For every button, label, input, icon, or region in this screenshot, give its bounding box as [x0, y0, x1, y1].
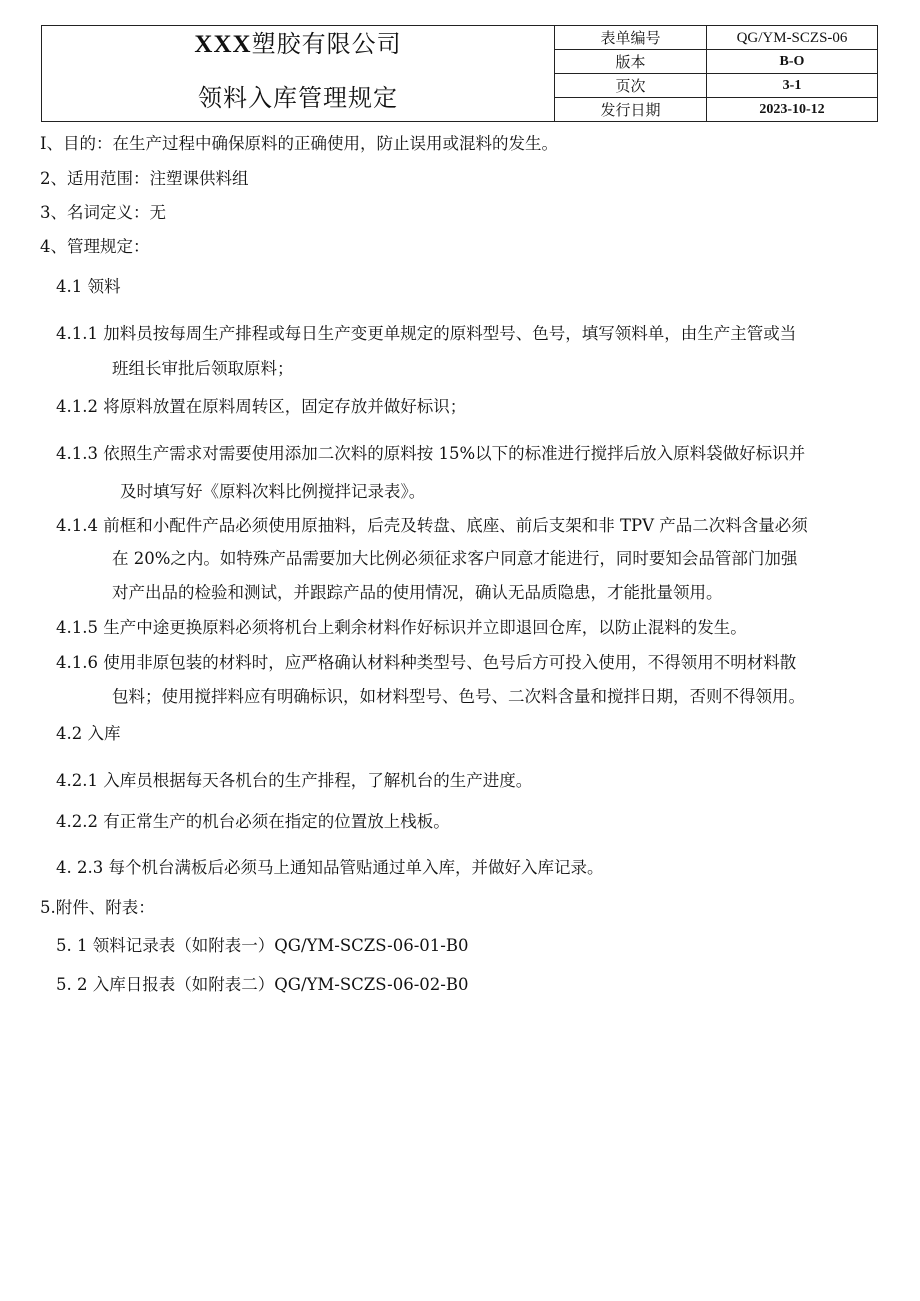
clause-4-1-5: 4.1.5 生产中途更换原料必须将机台上剩余材料作好标识并立即退回仓库，以防止混料的发生。: [56, 618, 747, 637]
section-regulations: 4、管理规定：: [40, 237, 150, 256]
clause-4-1-3-line2: 及时填写好《原料次料比例搅拌记录表》。: [120, 482, 426, 501]
subsection-warehousing: 4.2 入库: [56, 724, 121, 743]
clause-4-1-3-line1: 4.1.3 依照生产需求对需要使用添加二次料的原料按 15%以下的标准进行搅拌后放入原料袋做好标识并: [56, 444, 806, 463]
version-value: B-O: [707, 50, 878, 74]
page-label: 页次: [555, 74, 707, 98]
section-definitions: 3、名词定义：无: [40, 203, 166, 222]
issue-date-label: 发行日期: [555, 98, 707, 122]
clause-4-2-1: 4.2.1 入库员根据每天各机台的生产排程，了解机台的生产进度。: [56, 771, 533, 790]
document-header-table: [41, 25, 878, 122]
clause-4-1-1-line1: 4.1.1 加料员按每周生产排程或每日生产变更单规定的原料型号、色号，填写领料单，由生产主管或当: [56, 324, 797, 343]
page-value: 3-1: [707, 74, 878, 98]
issue-date-value: 2023-10-12: [707, 98, 878, 122]
form-number-label: 表单编号: [555, 26, 707, 50]
company-prefix: XXX: [194, 31, 252, 58]
section-attachments: 5.附件、附表：: [40, 898, 155, 917]
version-label: 版本: [555, 50, 707, 74]
attachment-1: 5. 1 领料记录表（如附表一）QG/YM-SCZS-06-01-B0: [56, 936, 469, 955]
clause-4-2-3: 4. 2.3 每个机台满板后必须马上通知品管贴通过单入库，并做好入库记录。: [56, 858, 604, 877]
clause-4-2-2: 4.2.2 有正常生产的机台必须在指定的位置放上栈板。: [56, 812, 450, 831]
section-scope: 2、适用范围：注塑课供料组: [40, 169, 249, 188]
clause-4-1-6-line2: 包料；使用搅拌料应有明确标识，如材料型号、色号、二次料含量和搅拌日期，否则不得领用。: [112, 687, 805, 706]
document-title: 领料入库管理规定: [198, 84, 398, 112]
attachment-2: 5. 2 入库日报表（如附表二）QG/YM-SCZS-06-02-B0: [56, 975, 469, 994]
clause-4-1-4-line1: 4.1.4 前框和小配件产品必须使用原抽料，后壳及转盘、底座、前后支架和非 TPV 产品二次料含量必须: [56, 516, 808, 535]
section-purpose: I、目的：在生产过程中确保原料的正确使用，防止误用或混料的发生。: [40, 134, 559, 153]
clause-4-1-1-line2: 班组长审批后领取原料；: [112, 359, 294, 378]
company-name: [42, 29, 554, 60]
clause-4-1-4-line2: 在 20%之内。如特殊产品需要加大比例必须征求客户同意才能进行，同时要知会品管部门加强: [112, 549, 798, 568]
clause-4-1-6-line1: 4.1.6 使用非原包装的材料时，应严格确认材料种类型号、色号后方可投入使用，不得领用不明材料散: [56, 653, 797, 672]
subsection-material-pick: 4.1 领料: [56, 277, 121, 296]
clause-4-1-4-line3: 对产出品的检验和测试，并跟踪产品的使用情况，确认无品质隐患，才能批量领用。: [112, 583, 723, 602]
company-name-rest: 塑胶有限公司: [251, 30, 402, 58]
title-cell: [42, 26, 555, 122]
clause-4-1-2: 4.1.2 将原料放置在原料周转区，固定存放并做好标识；: [56, 397, 467, 416]
form-number-value: QG/YM-SCZS-06: [707, 26, 878, 50]
